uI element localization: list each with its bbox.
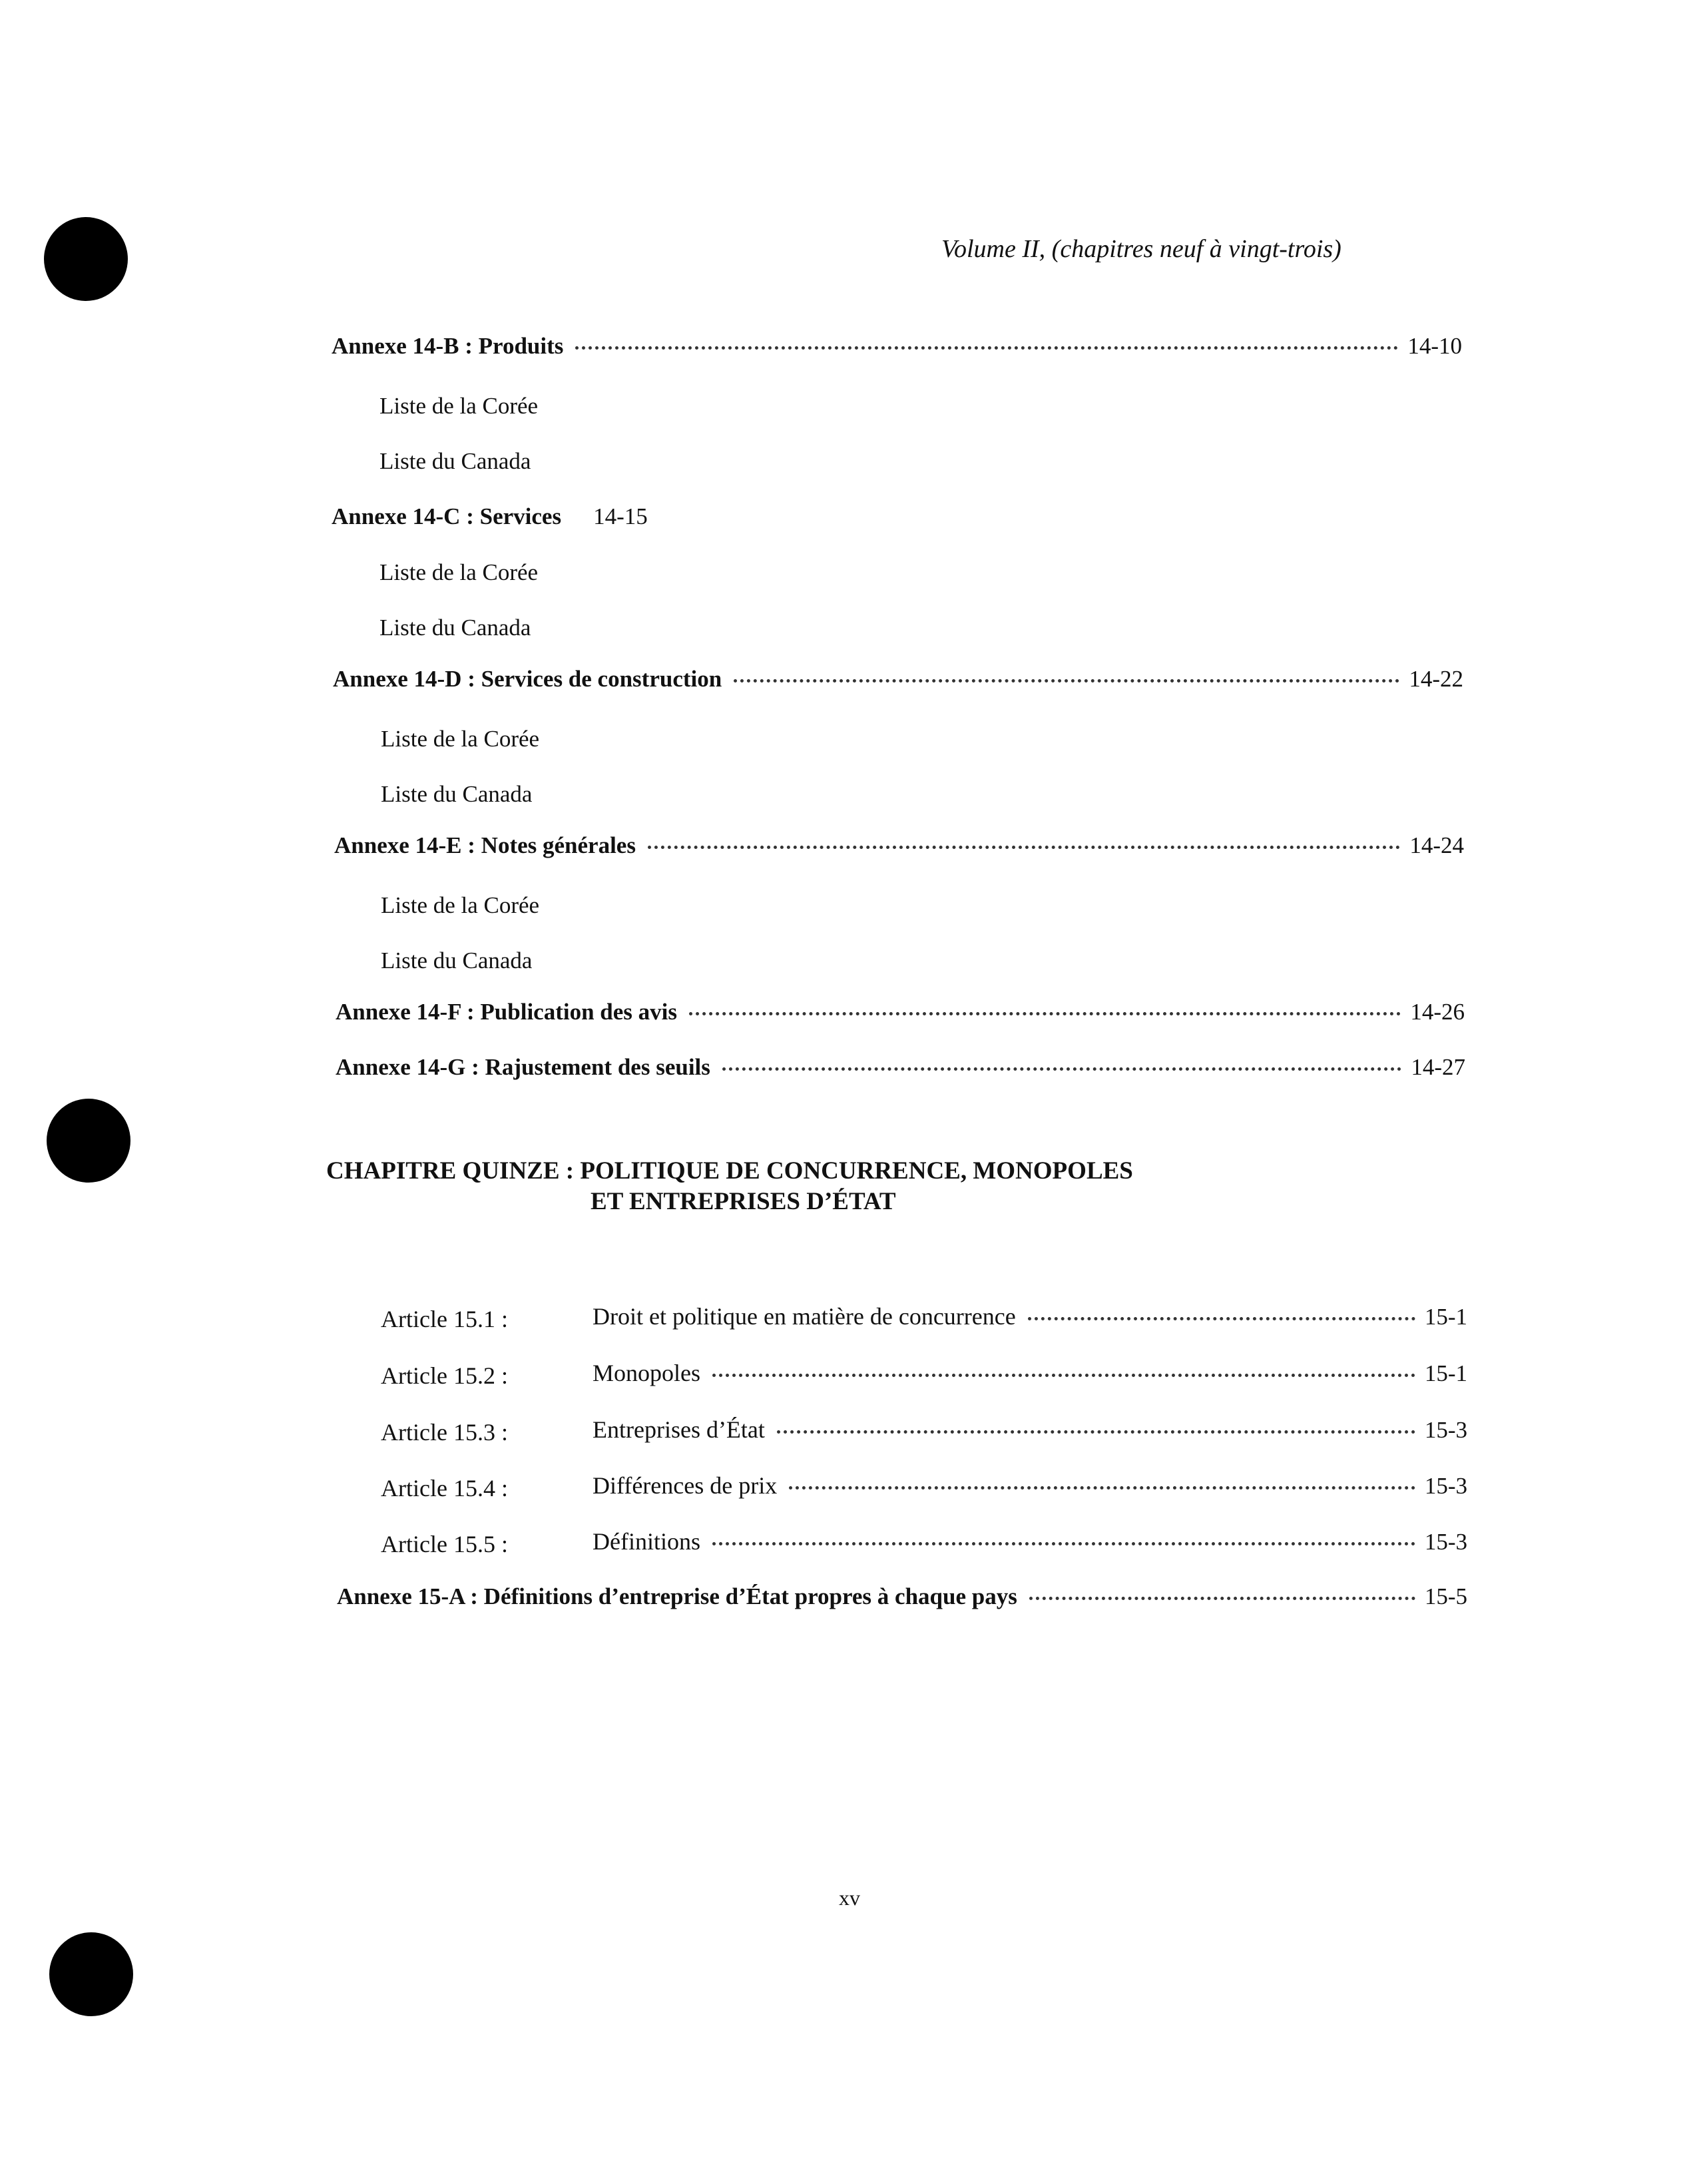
toc-entry-page: 14-15 bbox=[593, 503, 648, 529]
page-number: xv bbox=[839, 1886, 860, 1910]
binder-hole bbox=[44, 217, 128, 301]
toc-entry-annexe-14-b bbox=[332, 333, 1462, 368]
toc-subentry: Liste de la Corée bbox=[381, 892, 540, 918]
toc-entry-article-15-3 bbox=[593, 1416, 1467, 1450]
toc-entry-page: 15-1 bbox=[1424, 1304, 1467, 1330]
article-title: Entreprises d’État bbox=[593, 1416, 765, 1443]
toc-entry-annexe-14-f bbox=[336, 999, 1465, 1033]
toc-entry-article-15-5 bbox=[593, 1527, 1467, 1562]
article-title: Définitions bbox=[593, 1528, 700, 1555]
dot-leader bbox=[712, 1374, 1415, 1377]
dot-leader bbox=[712, 1542, 1415, 1545]
running-head: Volume II, (chapitres neuf à vingt-trois) bbox=[941, 235, 1341, 263]
toc-subentry: Liste de la Corée bbox=[379, 393, 539, 419]
dot-leader bbox=[575, 346, 1398, 350]
chapter-heading-line: ET ENTREPRISES D’ÉTAT bbox=[591, 1188, 896, 1215]
toc-entry-page: 15-1 bbox=[1424, 1360, 1467, 1386]
toc-entry-annexe-14-g bbox=[336, 1054, 1465, 1089]
toc-subentry: Liste du Canada bbox=[381, 948, 533, 973]
chapter-heading bbox=[326, 1156, 1133, 1215]
article-title: Droit et politique en matière de concurrence bbox=[593, 1303, 1016, 1330]
toc-entry-annexe-14-e bbox=[334, 832, 1464, 867]
toc-entry-label: Annexe 15-A : Définitions d’entreprise d’État propres à chaque pays bbox=[337, 1583, 1017, 1609]
toc-entry-page: 15-3 bbox=[1424, 1529, 1467, 1555]
dot-leader bbox=[722, 1067, 1401, 1071]
dot-leader bbox=[1029, 1597, 1415, 1600]
toc-entry-label: Annexe 14-E : Notes générales bbox=[334, 832, 636, 858]
dot-leader bbox=[789, 1486, 1415, 1490]
article-number: Article 15.2 : bbox=[381, 1362, 508, 1389]
toc-entry-label: Annexe 14-C : Services bbox=[332, 503, 562, 529]
article-number: Article 15.4 : bbox=[381, 1475, 508, 1502]
toc-entry-annexe-15-a bbox=[337, 1583, 1467, 1618]
dot-leader bbox=[777, 1430, 1415, 1434]
article-number: Article 15.3 : bbox=[381, 1419, 508, 1446]
article-number: Article 15.5 : bbox=[381, 1531, 508, 1557]
toc-entry-label: Annexe 14-F : Publication des avis bbox=[336, 999, 678, 1025]
dot-leader bbox=[648, 846, 1400, 849]
toc-subentry: Liste de la Corée bbox=[381, 726, 540, 752]
chapter-heading-line: CHAPITRE QUINZE : POLITIQUE DE CONCURRENCE, MONOPOLES bbox=[326, 1157, 1133, 1185]
toc-entry-label: Annexe 14-G : Rajustement des seuils bbox=[336, 1054, 710, 1080]
toc-entry-page: 15-5 bbox=[1424, 1583, 1467, 1609]
toc-subentry: Liste du Canada bbox=[379, 615, 531, 641]
toc-entry-article-15-1 bbox=[593, 1302, 1467, 1337]
article-number: Article 15.1 : bbox=[381, 1306, 508, 1332]
toc-subentry: Liste de la Corée bbox=[379, 559, 539, 585]
toc-entry-label: Annexe 14-D : Services de construction bbox=[333, 666, 722, 692]
dot-leader bbox=[1028, 1317, 1415, 1320]
toc-entry-page: 14-27 bbox=[1411, 1054, 1465, 1080]
article-title: Monopoles bbox=[593, 1360, 700, 1386]
toc-entry-page: 14-24 bbox=[1409, 832, 1464, 858]
toc-entry-page: 14-10 bbox=[1407, 333, 1462, 359]
toc-subentry: Liste du Canada bbox=[381, 781, 533, 807]
dot-leader bbox=[734, 679, 1399, 682]
binder-hole bbox=[49, 1932, 133, 2016]
toc-entry-page: 15-3 bbox=[1424, 1473, 1467, 1499]
toc-entry-page: 15-3 bbox=[1424, 1417, 1467, 1443]
toc-subentry: Liste du Canada bbox=[379, 448, 531, 474]
toc-entry-article-15-2 bbox=[593, 1359, 1467, 1394]
dot-leader bbox=[689, 1012, 1401, 1015]
toc-entry-page: 14-26 bbox=[1410, 999, 1465, 1025]
toc-entry-annexe-14-c bbox=[332, 503, 648, 538]
toc-entry-page: 14-22 bbox=[1409, 666, 1463, 692]
toc-entry-label: Annexe 14-B : Produits bbox=[332, 333, 564, 359]
toc-entry-annexe-14-d bbox=[333, 666, 1463, 700]
article-title: Différences de prix bbox=[593, 1472, 778, 1499]
toc-entry-article-15-4 bbox=[593, 1472, 1467, 1506]
binder-hole bbox=[47, 1099, 130, 1183]
